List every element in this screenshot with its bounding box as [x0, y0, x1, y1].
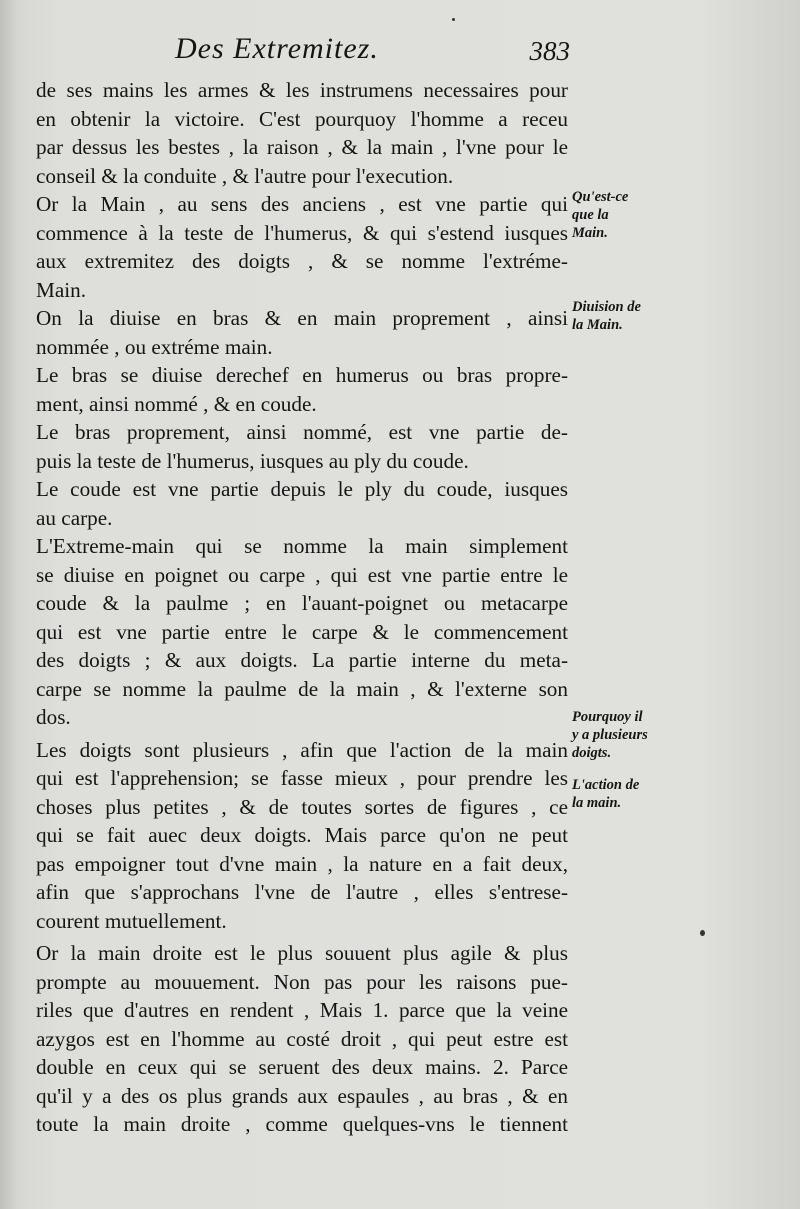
- margin-note: Diuision de la Main.: [572, 299, 641, 333]
- text-line: prompte au mouuement. Non pas pour les raisons pue-: [36, 969, 568, 994]
- text-line: commence à la teste de l'humerus, & qui s'estend iusques: [36, 220, 568, 245]
- ink-speck: [700, 930, 705, 936]
- text-line: Main.: [36, 277, 87, 302]
- text-line: en obtenir la victoire. C'est pourquoy l'homme a receu: [36, 106, 568, 131]
- text-line: Le coude est vne partie depuis le ply du coude, iusques: [36, 477, 568, 501]
- margin-note: Qu'est-ce que la Main.: [572, 189, 629, 241]
- text-line: puis la teste de l'humerus, iusques au ply du coude.: [36, 448, 469, 473]
- text-line: dos.: [36, 705, 71, 729]
- text-line: Les doigts sont plusieurs , afin que l'action de la main: [36, 737, 568, 762]
- text-line: riles que d'autres en rendent , Mais 1. parce que la veine: [36, 998, 568, 1022]
- text-line: qui se fait auec deux doigts. Mais parce qu'on ne peut: [36, 823, 568, 847]
- text-line: qu'il y a des os plus grands aux espaules , au bras , & en: [36, 1083, 568, 1108]
- text-line: toute la main droite , comme quelques-vns le tiennent: [36, 1112, 568, 1136]
- text-line: courent mutuellement.: [36, 908, 227, 933]
- text-line: afin que s'approchans l'vne de l'autre , elles s'entrese-: [36, 880, 568, 904]
- text-line: au carpe.: [36, 505, 113, 530]
- text-line: aux extremitez des doigts , & se nomme l'extréme-: [36, 249, 568, 273]
- text-line: conseil & la conduite , & l'autre pour l'execution.: [36, 163, 454, 188]
- text-line: Or la main droite est le plus souuent plus agile & plus: [36, 941, 568, 965]
- text-line: On la diuise en bras & en main proprement , ainsi: [36, 306, 568, 330]
- margin-note: L'action de la main.: [572, 777, 640, 811]
- text-line: L'Extreme-main qui se nomme la main simplement: [36, 534, 568, 558]
- text-line: des doigts ; & aux doigts. La partie interne du meta-: [36, 648, 568, 672]
- page-header: [175, 28, 570, 72]
- text-line: qui est vne partie entre le carpe & le commencement: [36, 619, 568, 644]
- text-line: double en ceux qui se seruent des deux mains. 2. Parce: [36, 1055, 568, 1079]
- text-line: se diuise en poignet ou carpe , qui est vne partie entre le: [36, 562, 568, 587]
- text-line: Le bras proprement, ainsi nommé, est vne partie de-: [36, 420, 568, 444]
- text-line: de ses mains les armes & les instrumens necessaires pour: [36, 78, 568, 102]
- body-text: [36, 76, 568, 1139]
- text-line: par dessus les bestes , la raison , & la main , l'vne pour le: [36, 135, 568, 159]
- text-line: pas empoigner tout d'vne main , la nature en a fait deux,: [36, 851, 568, 876]
- text-line: Le bras se diuise derechef en humerus ou bras propre-: [36, 363, 568, 387]
- ink-speck: [452, 18, 455, 21]
- text-line: Or la Main , au sens des anciens , est vne partie qui: [36, 192, 568, 216]
- margin-note: Pourquoy il y a plusieurs doigts.: [572, 709, 648, 761]
- running-title: Des Extremitez.: [175, 32, 379, 65]
- text-line: choses plus petites , & de toutes sortes de figures , ce: [36, 794, 568, 819]
- text-line: carpe se nomme la paulme de la main , & l'externe son: [36, 676, 568, 701]
- text-line: nommée , ou extréme main.: [36, 334, 273, 359]
- text-line: qui est l'apprehension; se fasse mieux , pour prendre les: [36, 766, 568, 790]
- text-line: coude & la paulme ; en l'auant-poignet ou metacarpe: [36, 591, 568, 615]
- page-number: 383: [529, 36, 570, 66]
- text-line: ment, ainsi nommé , & en coude.: [36, 391, 317, 416]
- text-line: azygos est en l'homme au costé droit , qui peut estre est: [36, 1026, 568, 1051]
